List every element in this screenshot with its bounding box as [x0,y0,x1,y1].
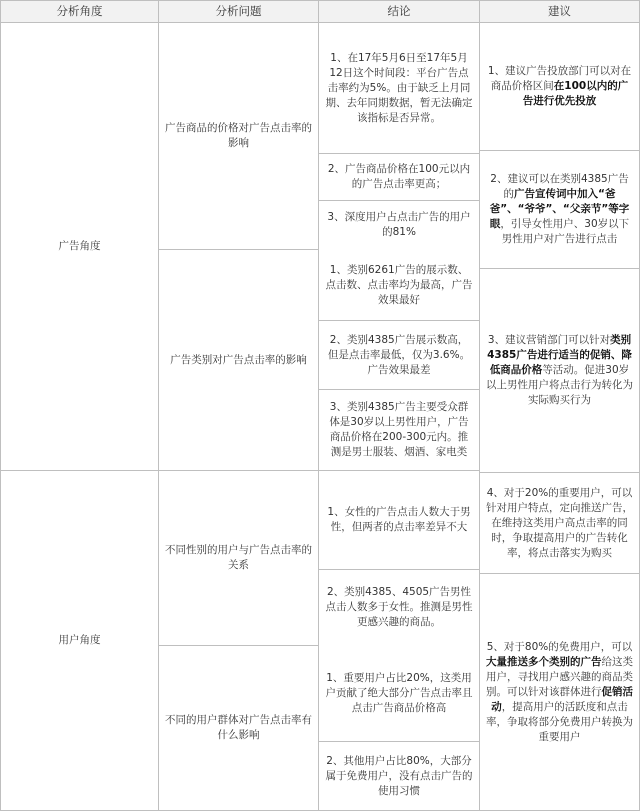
conclusion-10 [319,742,479,810]
conclusion-1 [319,23,479,153]
suggestion-1-part-a: 1、建议广告投放部门可以对在商品价格区间 [487,65,632,92]
angle-user [1,471,158,810]
conclusion-5-text: 2、类别4385广告展示数高，但是点击率最低，仅为3.6%。广告效果最差 [327,333,471,376]
question-user-group [159,646,318,810]
suggestion-1 [480,23,639,150]
conclusion-1-text: 1、在17年5月6日至17年5月12日这个时间段：平台广告点击率约为5%。由于缺乏上月同期、去年同期数据，暂无法确定该指标是否异常。 [325,51,473,124]
suggestion-3-bold: 类别4385广告进行适当的促销、降低商品价格 [487,334,632,376]
suggestion-3 [480,269,639,472]
conclusion-8-text: 2、类别4385、4505广告男性点击人数多于女性。推测是男性更感兴趣的商品。 [325,586,473,628]
conclusion-2-text: 2、广告商品价格在100元以内的广告点击率更高； [327,163,471,190]
conclusion-8 [319,570,479,645]
conclusion-9 [319,646,479,741]
suggestion-2-part-a: 2、建议可以在类别4385广告的 [490,173,629,200]
suggestion-5-part-a: 5、对于80%的免费用户，可以 [486,640,633,653]
header-question-text: 分析问题 [215,4,262,18]
conclusion-4-text: 1、类别6261广告的展示数、点击数、点击率均为最高，广告效果最好 [325,263,473,306]
suggestion-4 [480,473,639,573]
suggestion-3-part-c: 等活动。促进30岁以上男性用户将点击行为转化为实际购买行为 [486,364,633,406]
conclusion-3-text: 3、深度用户占点击广告的用户的81% [327,211,471,238]
question-price [159,23,318,249]
suggestion-5-bold-1: 大量推送多个类别的广告 [486,655,602,668]
suggestion-2 [480,151,639,268]
question-gender [159,471,318,645]
suggestion-1-text [486,64,633,109]
header-suggestion-text: 建议 [548,4,571,18]
conclusion-6 [319,390,479,470]
suggestion-5 [480,574,639,810]
conclusion-9-text: 1、重要用户占比20%，这类用户贡献了绝大部分广告点击率且点击广告商品价格高 [325,672,473,714]
conclusion-2 [319,154,479,200]
suggestion-5-bold-2: 促销活动 [491,685,633,713]
conclusion-7-text: 1、女性的广告点击人数大于男性，但两者的点击率差异不大 [327,506,471,533]
header-conclusion [319,1,479,22]
suggestion-3-part-a: 3、建议营销部门可以针对 [487,334,611,346]
angle-ad [1,23,158,470]
header-question [159,1,318,22]
question-gender-text: 不同性别的用户与广告点击率的关系 [165,544,312,571]
suggestion-3-text [486,333,633,408]
conclusion-4 [319,250,479,320]
conclusion-5 [319,321,479,389]
question-user-group-text: 不同的用户群体对广告点击率有什么影响 [165,714,312,741]
header-conclusion-text: 结论 [387,4,411,18]
question-category [159,250,318,470]
suggestion-4-text: 4、对于20%的重要用户，可以针对用户特点，定向推送广告，在维持这类用户高点击率的同时，争取提高用户的广告转化率，将点击落实为购买 [486,486,633,559]
suggestion-2-part-c: ，引导女性用户、30岁以下男性用户对广告进行点击 [500,218,630,245]
suggestion-2-text [486,172,633,247]
header-angle [1,1,158,22]
suggestion-5-text [486,640,633,745]
header-angle-text: 分析角度 [56,4,103,18]
conclusion-7 [319,471,479,569]
suggestion-5-part-e: ，提高用户的活跃度和点击率，争取将部分免费用户转换为重要用户 [486,700,633,743]
header-suggestion [480,1,639,22]
question-price-text: 广告商品的价格对广告点击率的影响 [165,122,312,149]
conclusion-3 [319,201,479,249]
question-category-text: 广告类别对广告点击率的影响 [170,353,307,366]
conclusion-6-text: 3、类别4385广告主要受众群体是30岁以上男性用户，广告商品价格在200-300元内。推测是男士服装、烟酒、家电类 [329,401,469,458]
angle-user-text: 用户角度 [58,634,101,646]
angle-ad-text: 广告角度 [58,240,101,252]
conclusion-10-text: 2、其他用户占比80%，大部分属于免费用户，没有点击广告的使用习惯 [325,754,473,797]
suggestion-2-bold: 广告宣传词中加入“爸爸”、“爷爷”、“父亲节”等字眼 [489,188,630,230]
suggestion-5-part-c: 给这类用户，寻找用户感兴趣的商品类别。可以针对该群体进行 [486,655,633,698]
suggestion-1-bold: 在100以内的广告进行优先投放 [522,80,629,107]
